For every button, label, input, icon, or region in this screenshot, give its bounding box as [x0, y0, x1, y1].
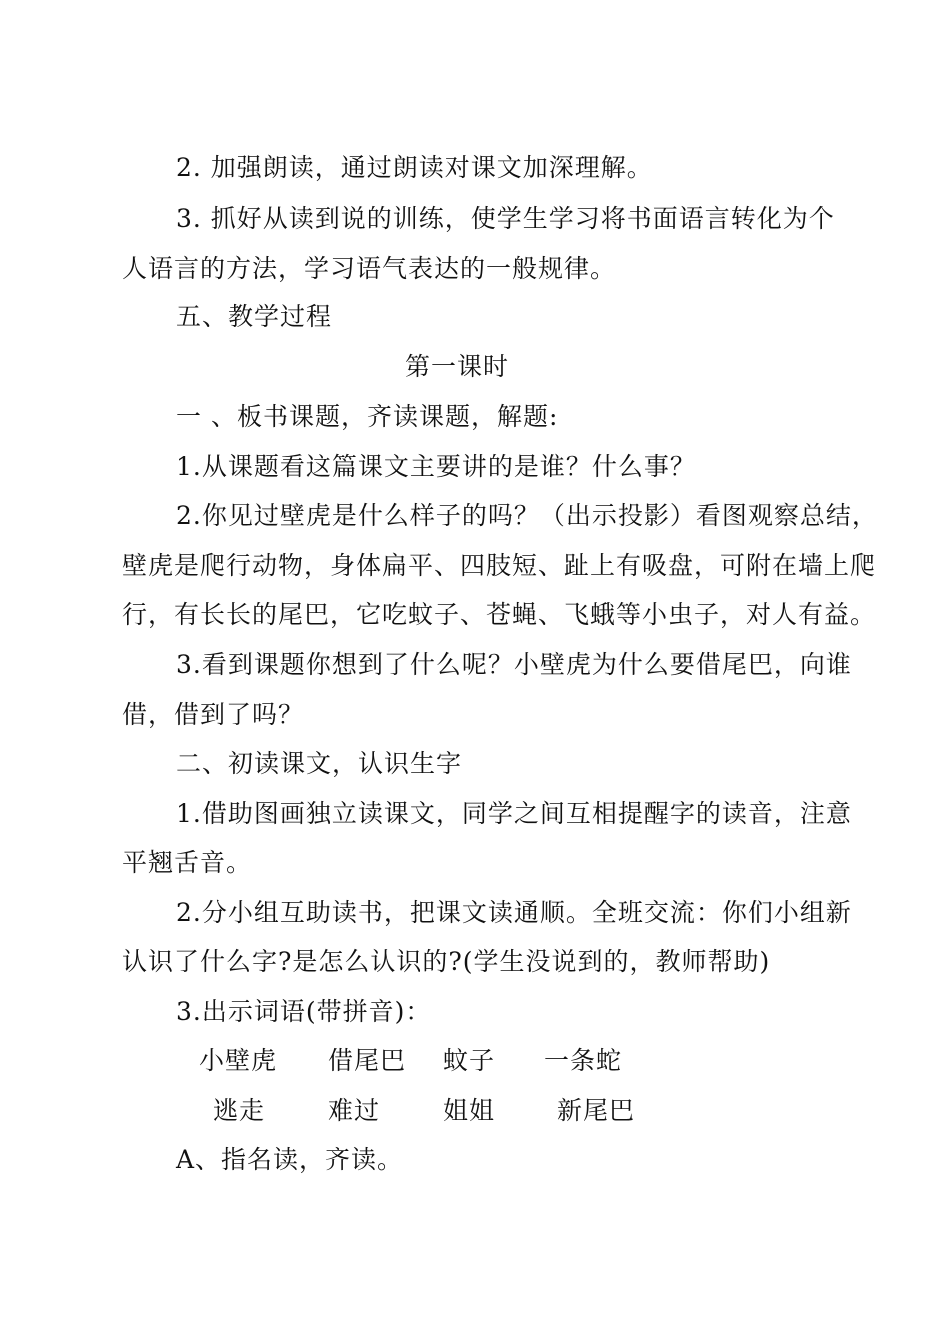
part-2-step-2-line-1: 2.分小组互助读书，把课文读通顺。全班交流：你们小组新 — [176, 898, 852, 927]
part-1-question-2-line-2: 壁虎是爬行动物，身体扁平、四肢短、趾上有吸盘，可附在墙上爬 — [122, 551, 877, 580]
section-5-heading: 五、教学过程 — [176, 302, 333, 331]
part-1-question-2-line-1: 2.你见过壁虎是什么样子的吗？（出示投影）看图观察总结， — [176, 501, 878, 530]
part-2-step-3: 3.出示词语(带拼音)： — [176, 997, 432, 1026]
vocab-word: 姐姐 — [443, 1096, 496, 1125]
part-1-question-3-line-1: 3.看到课题你想到了什么呢？小壁虎为什么要借尾巴，向谁 — [176, 650, 852, 679]
part-1-heading: 一 、板书课题，齐读课题，解题: — [176, 402, 559, 431]
item-3-line-2: 人语言的方法，学习语气表达的一般规律。 — [122, 254, 617, 283]
part-2-step-2-line-2: 认识了什么字?是怎么认识的?(学生没说到的，教师帮助) — [122, 947, 771, 976]
part-1-question-2-line-3: 行，有长长的尾巴，它吃蚊子、苍蝇、飞蛾等小虫子，对人有益。 — [122, 600, 877, 629]
part-2-step-1-line-1: 1.借助图画独立读课文，同学之间互相提醒字的读音，注意 — [176, 799, 852, 828]
vocab-word: 一条蛇 — [544, 1046, 623, 1075]
part-1-question-1: 1.从课题看这篇课文主要讲的是谁？什么事？ — [176, 452, 696, 481]
part-2-activity-a: A、指名读，齐读。 — [176, 1145, 404, 1174]
vocab-word: 逃走 — [213, 1096, 266, 1125]
part-1-question-3-line-2: 借，借到了吗？ — [122, 700, 305, 729]
part-2-heading: 二、初读课文，认识生字 — [176, 749, 463, 778]
vocab-word: 借尾巴 — [328, 1046, 407, 1075]
vocab-word: 难过 — [328, 1096, 381, 1125]
item-2-line-1: 2. 加强朗读，通过朗读对课文加深理解。 — [176, 153, 653, 182]
item-3-line-1: 3. 抓好从读到说的训练，使学生学习将书面语言转化为个 — [176, 204, 835, 233]
vocab-word: 蚊子 — [443, 1046, 496, 1075]
vocab-word: 新尾巴 — [557, 1096, 636, 1125]
part-2-step-1-line-2: 平翘舌音。 — [122, 848, 253, 877]
lesson-title: 第一课时 — [405, 352, 510, 381]
vocab-word: 小壁虎 — [199, 1046, 278, 1075]
